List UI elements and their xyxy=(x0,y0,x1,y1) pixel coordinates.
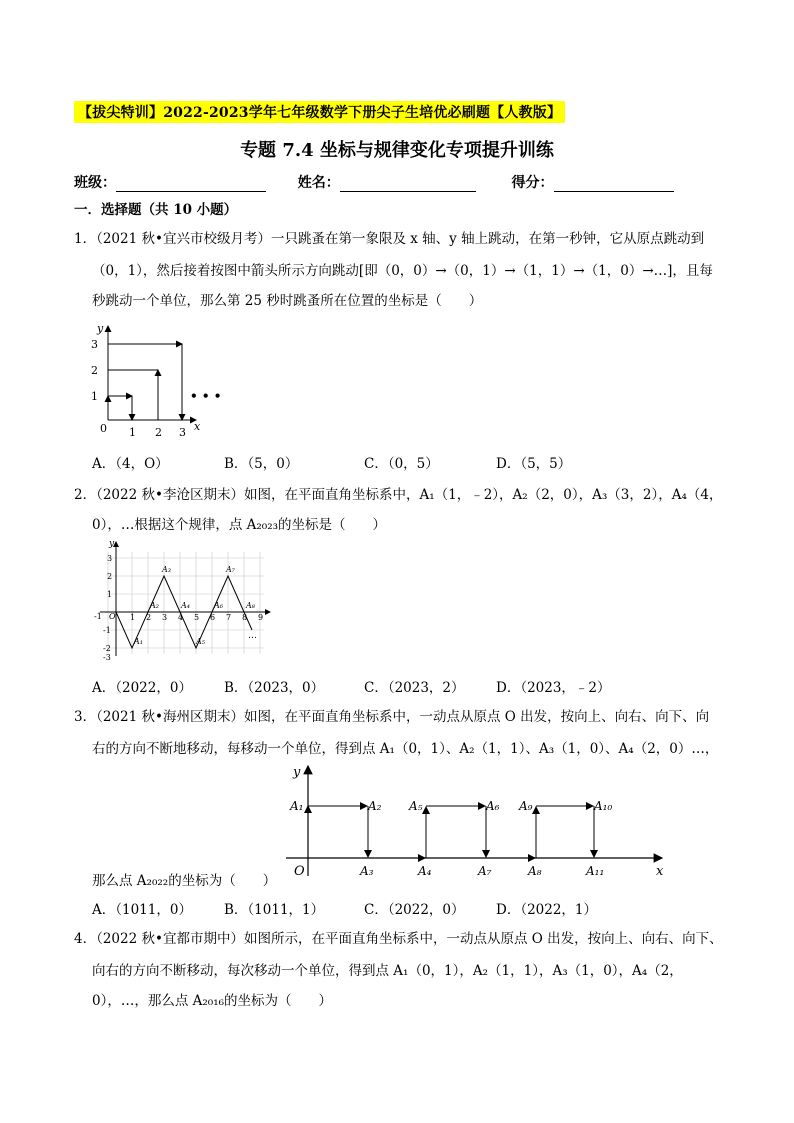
q1-xtick-1: 1 xyxy=(129,426,136,439)
q3-label-a8: A₈ xyxy=(528,864,542,878)
q2-figure xyxy=(92,538,274,664)
q2-xtick-1: 1 xyxy=(130,613,136,622)
q3-line2: 右的方向不断地移动，每移动一个单位，得到点 A₁（0，1）、A₂（1，1）、A₃（1，0）、A₄（2，0）…， xyxy=(92,741,719,757)
q1-option-d[interactable]: D．（5，5） xyxy=(496,456,572,472)
q2-neg1: -1 xyxy=(94,612,102,621)
q2-xtick-5: 5 xyxy=(194,613,200,622)
q2-ytick-2: 2 xyxy=(107,572,113,581)
q3-figure xyxy=(280,760,672,880)
q3-option-d[interactable]: D．（2022，1） xyxy=(496,902,598,918)
q2-xtick-3: 3 xyxy=(162,613,168,622)
q3-label-a3: A₃ xyxy=(360,864,374,878)
q2-label-a4: A₄ xyxy=(181,601,190,610)
q1-option-c[interactable]: C．（0，5） xyxy=(364,456,439,472)
info-line xyxy=(74,172,674,192)
q3-label-a1: A₁ xyxy=(290,799,304,813)
q2-option-a[interactable]: A．（2022，0） xyxy=(92,680,192,696)
section-heading: 一．选择题（共 10 小题） xyxy=(74,202,238,218)
q2-label-a2: A₂ xyxy=(150,601,159,610)
q1-ytick-1: 1 xyxy=(91,390,98,403)
page-title: 专题 7.4 坐标与规律变化专项提升训练 xyxy=(240,140,554,161)
q3-label-a9: A₉ xyxy=(519,799,533,813)
q1-origin: 0 xyxy=(100,422,107,435)
q2-xtick-7: 7 xyxy=(226,613,232,622)
q2-ytick-neg2: -2 xyxy=(103,644,111,653)
q3-label-a10: A₁₀ xyxy=(594,799,613,813)
q2-option-c[interactable]: C．（2023，2） xyxy=(364,680,465,696)
q1-figure xyxy=(84,320,224,440)
q1-line3: 秒跳动一个单位，那么第 25 秒时跳蚤所在位置的坐标是（ ） xyxy=(92,293,483,309)
q1-xtick-2: 2 xyxy=(155,426,162,439)
score-label: 得分： xyxy=(511,175,554,191)
name-label: 姓名： xyxy=(297,175,340,191)
q1-line2: （0，1），然后接着按图中箭头所示方向跳动[即（0，0）→（0，1）→（1，1）→（1，0）→…]，且每 xyxy=(92,263,713,279)
q3-option-b[interactable]: B．（1011，1） xyxy=(224,902,325,918)
q1-continuation-dots: • • • xyxy=(190,389,222,403)
q2-y-label: y xyxy=(109,539,115,549)
q2-option-b[interactable]: B．（2023，0） xyxy=(224,680,325,696)
class-field[interactable] xyxy=(116,177,266,192)
q2-xtick-8: 8 xyxy=(242,613,248,622)
q2-line2: 0），…根据这个规律，点 A₂₀₂₃的坐标是（ ） xyxy=(92,517,387,533)
q3-option-c[interactable]: C．（2022，0） xyxy=(364,902,465,918)
q3-line3: 那么点 A₂₀₂₂的坐标为（ ） xyxy=(92,873,277,889)
q2-option-d[interactable]: D．（2023，﹣2） xyxy=(496,680,611,696)
q2-xtick-6: 6 xyxy=(210,613,216,622)
q1-ytick-2: 2 xyxy=(91,364,98,377)
q3-option-a[interactable]: A．（1011，0） xyxy=(92,902,192,918)
q2-ytick-3: 3 xyxy=(107,554,113,563)
q1-option-a[interactable]: A．（4，O） xyxy=(92,456,169,472)
q3-label-a4: A₄ xyxy=(418,864,432,878)
q2-label-a1: A₁ xyxy=(134,637,143,646)
q3-label-a11: A₁₁ xyxy=(586,864,605,878)
name-field[interactable] xyxy=(340,177,476,192)
class-label: 班级： xyxy=(74,175,116,191)
banner: 【拔尖特训】2022-2023学年七年级数学下册尖子生培优必刷题【人教版】 xyxy=(74,101,565,123)
q1-xtick-3: 3 xyxy=(179,426,186,439)
q1-ytick-3: 3 xyxy=(91,338,98,351)
q1-option-b[interactable]: B．（5，0） xyxy=(224,456,299,472)
score-field[interactable] xyxy=(554,177,674,192)
q3-label-a7: A₇ xyxy=(478,864,492,878)
q2-xtick-9: 9 xyxy=(258,613,264,622)
q2-label-a7: A₇ xyxy=(226,565,235,574)
q1-line1: 1．（2021 秋•宜兴市校级月考）一只跳蚤在第一象限及 x 轴、y 轴上跳动，在第一秒钟，它从原点跳动到 xyxy=(74,231,705,247)
q2-xtick-4: 4 xyxy=(178,613,184,622)
q2-origin: O xyxy=(109,612,116,621)
q3-label-a6: A₆ xyxy=(486,799,500,813)
q3-y-label: y xyxy=(293,765,301,780)
q2-ytick-neg1: -1 xyxy=(103,626,111,635)
q2-ytick-1: 1 xyxy=(107,590,113,599)
q3-origin: O xyxy=(294,864,305,879)
q2-label-a8: A₈ xyxy=(246,601,255,610)
q2-label-a5: A₅ xyxy=(196,637,205,646)
q2-label-a3: A₃ xyxy=(162,565,171,574)
q3-x-label: x xyxy=(656,864,664,879)
q2-label-a6: A₆ xyxy=(214,601,223,610)
q1-x-label: x xyxy=(194,420,201,433)
q2-ytick-neg3: -3 xyxy=(103,653,111,662)
q2-line1: 2．（2022 秋•李沧区期末）如图，在平面直角坐标系中，A₁（1，﹣2），A₂（2，0），A₃（3，2），A₄（4， xyxy=(74,487,723,503)
q4-line3: 0），…，那么点 A₂₀₁₆的坐标为（ ） xyxy=(92,993,333,1009)
q4-line1: 4．（2022 秋•宜都市期中）如图所示，在平面直角坐标系中，一动点从原点 O 出发，按向上、向右、向下、 xyxy=(74,931,723,947)
q1-y-label: y xyxy=(97,322,104,335)
q3-label-a2: A₂ xyxy=(368,799,382,813)
q3-line1: 3．（2021 秋•海州区期末）如图，在平面直角坐标系中，一动点从原点 O 出发，按向上、向右、向下、向 xyxy=(74,709,710,725)
q3-label-a5: A₅ xyxy=(409,799,423,813)
q2-xtick-2: 2 xyxy=(146,613,152,622)
q4-line2: 向右的方向不断移动，每次移动一个单位，得到点 A₁（0，1），A₂（1，1），A₃（1，0），A₄（2， xyxy=(92,963,683,979)
q2-ellipsis: … xyxy=(248,631,257,641)
